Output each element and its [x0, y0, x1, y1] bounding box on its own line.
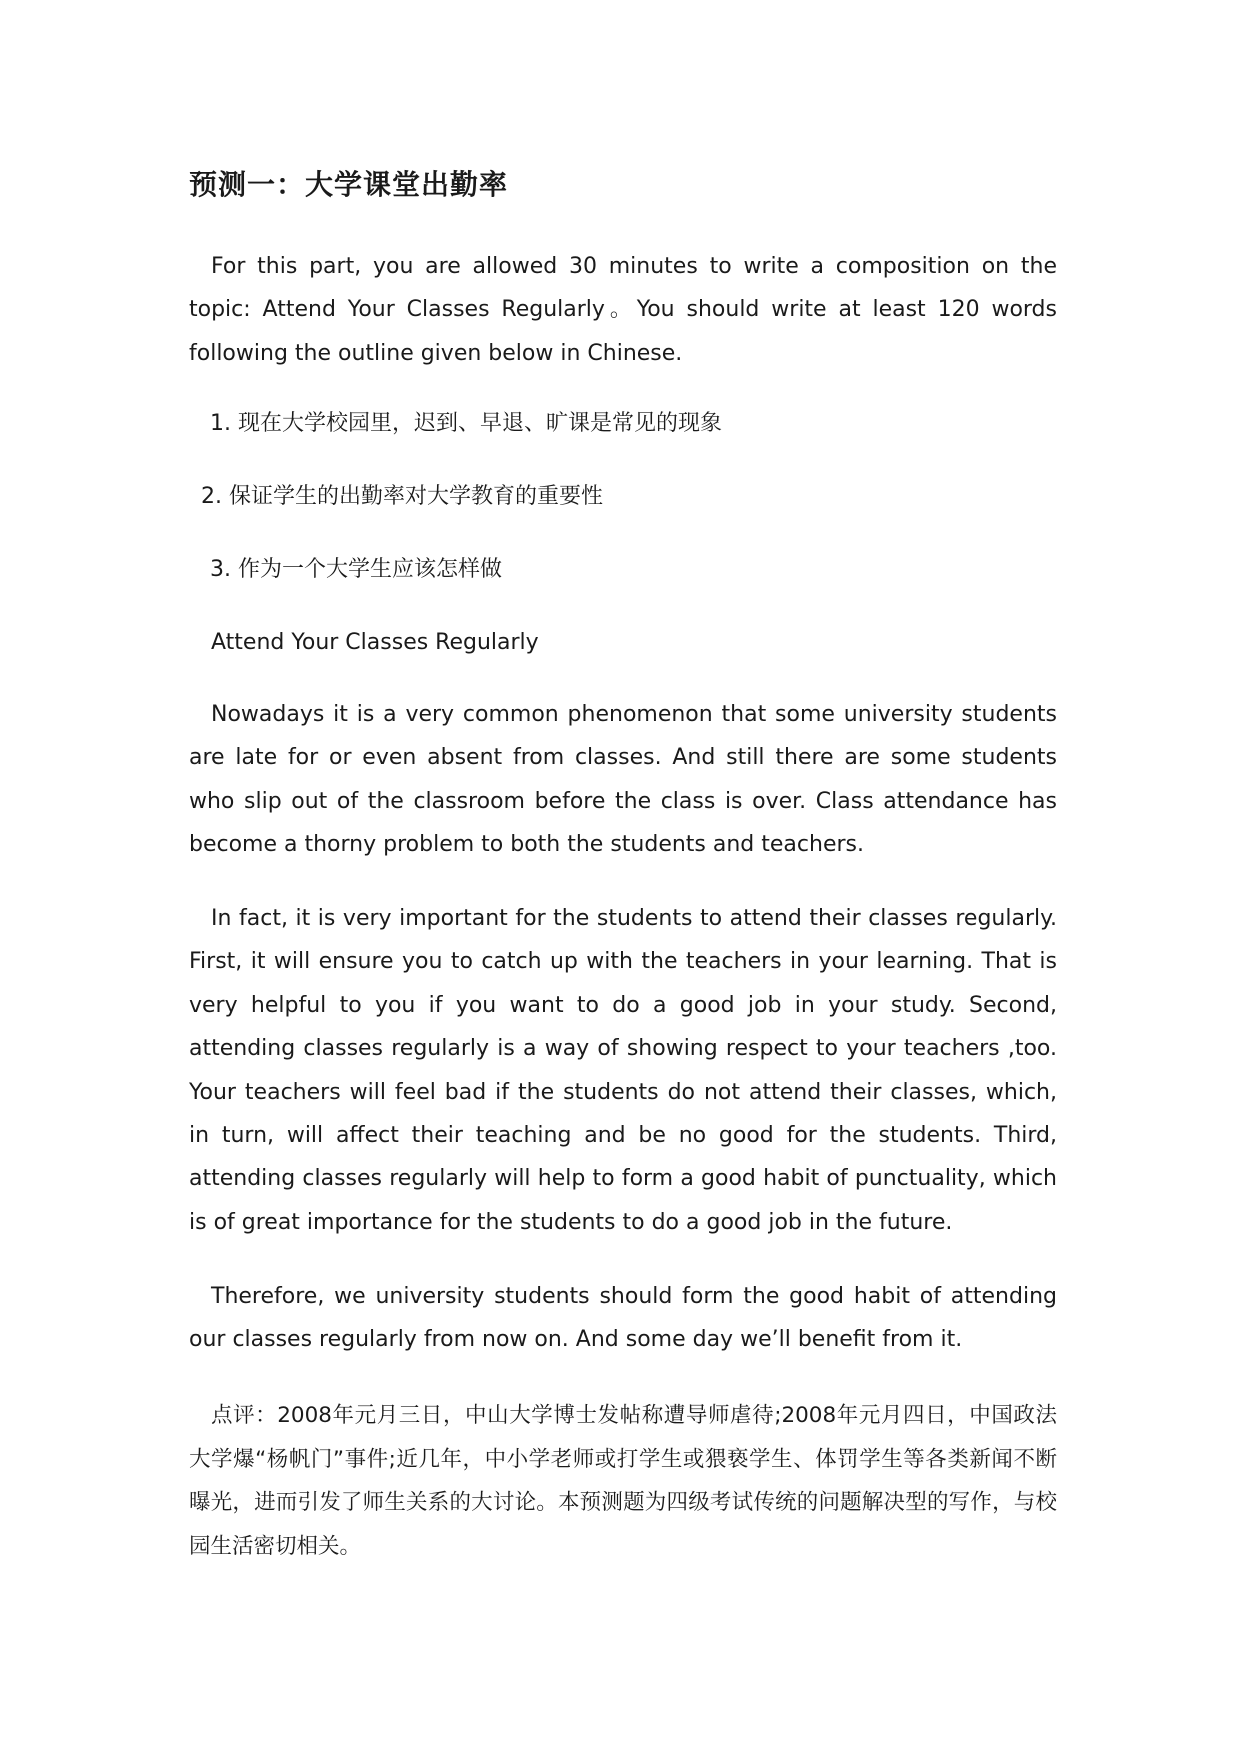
essay-paragraph-1: Nowadays it is a very common phenomenon that some university students are late for or even absent from classes. And still there are some students who slip out of the classroom before the class is over. Class attendance has become a thorny problem to both the students and teachers. — [189, 702, 1057, 858]
outline-item-1: 1. 现在大学校园里，迟到、早退、旷课是常见的现象 — [210, 411, 722, 436]
essay-paragraph-3: Therefore, we university students should form the good habit of attending our classes regularly from now on. And some day we’ll benefit from it. — [189, 1284, 1057, 1353]
essay-title: Attend Your Classes Regularly — [211, 630, 539, 655]
page-title: 预测一：大学课堂出勤率 — [189, 168, 509, 201]
commentary-paragraph: 点评：2008年元月三日，中山大学博士发帖称遭导师虐待;2008年元月四日，中国政法大学爆“杨帆门”事件;近几年，中小学老师或打学生或猥亵学生、体罚学生等各类新闻不断曝光，进而引发了师生关系的大讨论。本预测题为四级考试传统的问题解决型的写作，与校园生活密切相关。 — [189, 1403, 1057, 1559]
outline-item-3: 3. 作为一个大学生应该怎样做 — [210, 557, 502, 582]
instructions-paragraph: For this part, you are allowed 30 minutes to write a composition on the topic: Attend Your Classes Regularly。You should write at least 120 words following the outline given below in Chinese. — [189, 254, 1057, 366]
essay-paragraph-2: In fact, it is very important for the students to attend their classes regularly. First, it will ensure you to catch up with the teachers in your learning. That is very helpful to you if you want to do a good job in your study. Second, attending classes regularly is a way of showing respect to your teachers ,too. Your teachers will feel bad if the students do not attend their classes, which, in turn, will affect their teaching and be no good for the students. Third, attending classes regularly will help to form a good habit of punctuality, which is of great importance for the students to do a good job in the future. — [189, 906, 1057, 1235]
outline-item-2: 2. 保证学生的出勤率对大学教育的重要性 — [201, 484, 603, 509]
